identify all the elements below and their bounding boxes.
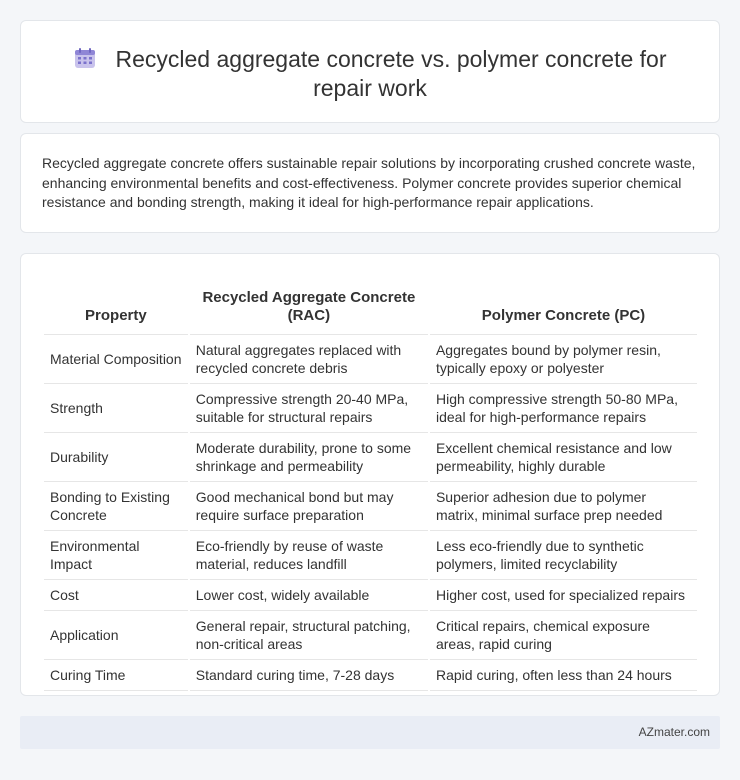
page-title-wrap (21, 45, 719, 103)
property-cell: Curing Time (44, 660, 188, 691)
pc-cell: Superior adhesion due to polymer matrix, minimal surface prep needed (430, 482, 697, 531)
rac-cell: Natural aggregates replaced with recycled concrete debris (190, 335, 428, 384)
rac-cell: Lower cost, widely available (190, 580, 428, 611)
table-row (44, 384, 697, 433)
rac-cell: Standard curing time, 7-28 days (190, 660, 428, 691)
table-row (44, 531, 697, 580)
page-title: Recycled aggregate concrete vs. polymer concrete for repair work (115, 46, 667, 101)
table-row (44, 611, 697, 660)
pc-cell: High compressive strength 50-80 MPa, ideal for high-performance repairs (430, 384, 697, 433)
footer-bar (20, 716, 720, 749)
title-card (20, 20, 720, 123)
rac-cell: Compressive strength 20-40 MPa, suitable for structural repairs (190, 384, 428, 433)
rac-cell: Good mechanical bond but may require surface preparation (190, 482, 428, 531)
property-cell: Material Composition (44, 335, 188, 384)
comparison-table (42, 274, 699, 691)
table-row (44, 335, 697, 384)
property-cell: Cost (44, 580, 188, 611)
intro-card (20, 133, 720, 233)
property-cell: Bonding to Existing Concrete (44, 482, 188, 531)
rac-cell: General repair, structural patching, non-critical areas (190, 611, 428, 660)
pc-cell: Excellent chemical resistance and low permeability, highly durable (430, 433, 697, 482)
property-cell: Durability (44, 433, 188, 482)
pc-cell: Higher cost, used for specialized repairs (430, 580, 697, 611)
table-header-row (44, 274, 697, 335)
rac-cell: Eco-friendly by reuse of waste material, reduces landfill (190, 531, 428, 580)
header-rac: Recycled Aggregate Concrete (RAC) (190, 274, 428, 335)
footer-brand-link[interactable]: AZmater.com (638, 725, 710, 739)
calendar-icon (74, 47, 96, 69)
rac-cell: Moderate durability, prone to some shrinkage and permeability (190, 433, 428, 482)
pc-cell: Aggregates bound by polymer resin, typically epoxy or polyester (430, 335, 697, 384)
property-cell: Strength (44, 384, 188, 433)
intro-text: Recycled aggregate concrete offers sustainable repair solutions by incorporating crushed concrete waste, enhancing environmental benefits and cost-effectiveness. Polymer concrete provides superior chemical resistance and bonding strength, making it ideal for high-performance repair applications. (42, 155, 696, 210)
pc-cell: Critical repairs, chemical exposure areas, rapid curing (430, 611, 697, 660)
header-property: Property (44, 274, 188, 335)
pc-cell: Rapid curing, often less than 24 hours (430, 660, 697, 691)
table-row (44, 660, 697, 691)
table-row (44, 482, 697, 531)
header-pc: Polymer Concrete (PC) (430, 274, 697, 335)
table-row (44, 433, 697, 482)
comparison-table-card (20, 253, 720, 696)
pc-cell: Less eco-friendly due to synthetic polymers, limited recyclability (430, 531, 697, 580)
property-cell: Environmental Impact (44, 531, 188, 580)
property-cell: Application (44, 611, 188, 660)
table-row (44, 580, 697, 611)
